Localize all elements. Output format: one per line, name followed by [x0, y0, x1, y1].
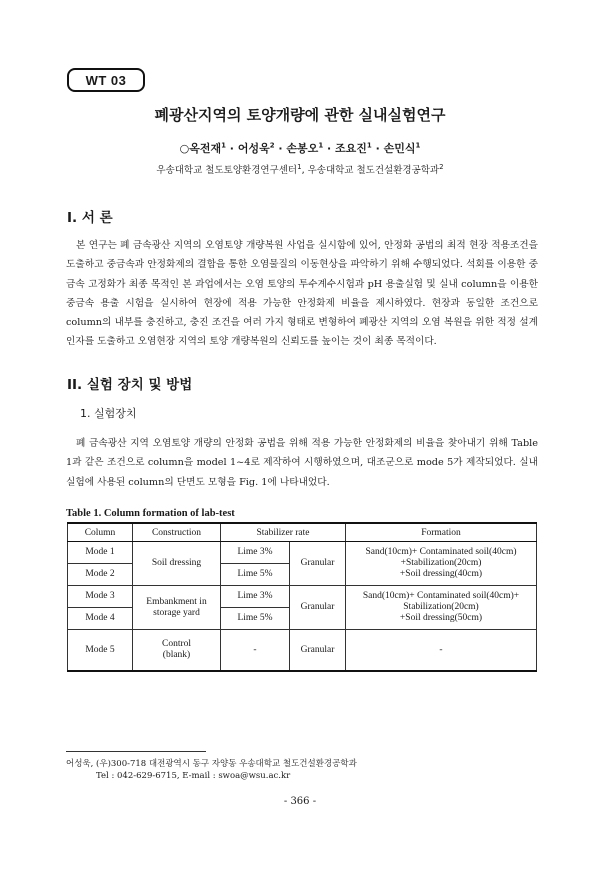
footnote-contact: Tel : 042-629-6715, E-mail : swoa@wsu.ac.kr [96, 771, 291, 781]
author-affiliation-sup: 1 [318, 141, 324, 150]
affiliation-part1: 우송대학교 철도토양환경연구센터 [156, 165, 298, 176]
author-list [0, 140, 600, 156]
lime-cell: Lime 3% [221, 542, 290, 564]
table-row [68, 542, 537, 564]
formation-cell [346, 542, 537, 586]
author-separator: · [225, 142, 238, 155]
column-formation-table [67, 522, 537, 672]
author-name: 어성욱 [237, 142, 270, 155]
formation-cell [346, 586, 537, 630]
introduction-paragraph: 본 연구는 폐 금속광산 지역의 오염토양 개량복원 사업을 실시함에 있어, 안정화 공법의 최적 현장 적용조건을 도출하고 중금속과 안정화제의 결합을 통한 오염물질의 이동현상을 파악하기 위해 수행되었다. 석회를 이용한 중금속 고정화가 최종 목적인 본 과업에서는 오염 토양의 투수계수시험과 pH 용출실험 및 실내 column을 이용한 중금속 용출 시험을 실시하여 현장에 적용 가능한 안정화제 비율을 제시하였다. 현장과 동일한 조건으로 column의 내부를 충진하고, 충진 조건을 여러 가지 형태로 변형하여 폐광산 지역의 오염 복원을 위한 적정 설계 인자를 도출하고 오염현장 지역의 토양 개량복원의 신뢰도를 높이는 것이 최종 목적이다. [66, 240, 538, 348]
affiliation [0, 162, 600, 176]
footnote-divider [66, 751, 206, 752]
table-header-row [68, 523, 537, 542]
footnote-address: 어성욱, (우)300-718 대전광역시 동구 자양동 우송대학교 철도건설환경공학과 [66, 759, 357, 769]
author-name: 옥전재 [189, 142, 222, 155]
lime-cell: Lime 3% [221, 586, 290, 608]
lime-cell: - [221, 630, 290, 672]
author-affiliation-sup: 2 [269, 141, 275, 150]
affiliation-sup2: 2 [439, 162, 444, 171]
author-affiliation-sup: 1 [366, 141, 372, 150]
subsection-heading-apparatus: 1. 실험장치 [80, 407, 137, 420]
formation-line: +Stabilization(20cm) [400, 558, 482, 568]
table-caption: Table 1. Column formation of lab-test [66, 508, 235, 519]
author-separator: · [371, 142, 384, 155]
construction-cell: Soil dressing [133, 542, 221, 586]
formation-cell: - [346, 630, 537, 672]
affiliation-part2: , 우송대학교 철도건설환경공학과 [301, 165, 440, 176]
page-number: - 366 - [283, 796, 317, 807]
formation-line: Stabilization(20cm) [403, 602, 479, 612]
author-name: 손봉오 [286, 142, 319, 155]
section-heading-introduction: I. 서 론 [67, 210, 113, 226]
mode-cell: Mode 5 [68, 630, 133, 672]
table-row [68, 630, 537, 672]
header-stabilizer-rate: Stabilizer rate [221, 523, 346, 542]
author-name: 손민식 [383, 142, 416, 155]
lime-cell: Lime 5% [221, 608, 290, 630]
section-heading-methods: II. 실험 장치 및 방법 [67, 377, 193, 393]
affiliation-sup1: 1 [297, 162, 302, 171]
author-affiliation-sup: 1 [415, 141, 421, 150]
session-badge: WT 03 [67, 68, 145, 92]
formation-line: +Soil dressing(40cm) [399, 569, 483, 579]
paper-title: 폐광산지역의 토양개량에 관한 실내실험연구 [154, 106, 446, 124]
lime-cell: Lime 5% [221, 564, 290, 586]
header-formation: Formation [346, 523, 537, 542]
mode-cell: Mode 2 [68, 564, 133, 586]
formation-line: +Soil dressing(50cm) [399, 613, 483, 623]
author-separator: · [274, 142, 287, 155]
apparatus-paragraph: 폐 금속광산 지역 오염토양 개량의 안정화 공법을 위해 적용 가능한 안정화제의 비율을 찾아내기 위해 Table 1과 같은 조건으로 column을 model 1~4로 제작하여 시행하였으며, 대조군으로 mode 5가 제작되었다. 실내 실험에 사용된 column의 단면도 모형을 Fig. 1에 나타내었다. [66, 438, 538, 488]
author-affiliation-sup: 1 [221, 141, 226, 150]
author-name: 조요진 [335, 142, 367, 155]
header-column: Column [68, 523, 133, 542]
header-construction: Construction [133, 523, 221, 542]
construction-cell: Control (blank) [133, 630, 221, 672]
table-row [68, 586, 537, 608]
construction-cell: Embankment in storage yard [133, 586, 221, 630]
author-marker: ○ [179, 142, 190, 155]
formation-line: Sand(10cm)+ Contaminated soil(40cm)+ [362, 591, 520, 601]
author-separator: · [323, 142, 336, 155]
mode-cell: Mode 4 [68, 608, 133, 630]
granular-cell: Granular [290, 542, 346, 586]
mode-cell: Mode 1 [68, 542, 133, 564]
granular-cell: Granular [290, 630, 346, 672]
mode-cell: Mode 3 [68, 586, 133, 608]
formation-line: Sand(10cm)+ Contaminated soil(40cm) [365, 547, 517, 557]
granular-cell: Granular [290, 586, 346, 630]
